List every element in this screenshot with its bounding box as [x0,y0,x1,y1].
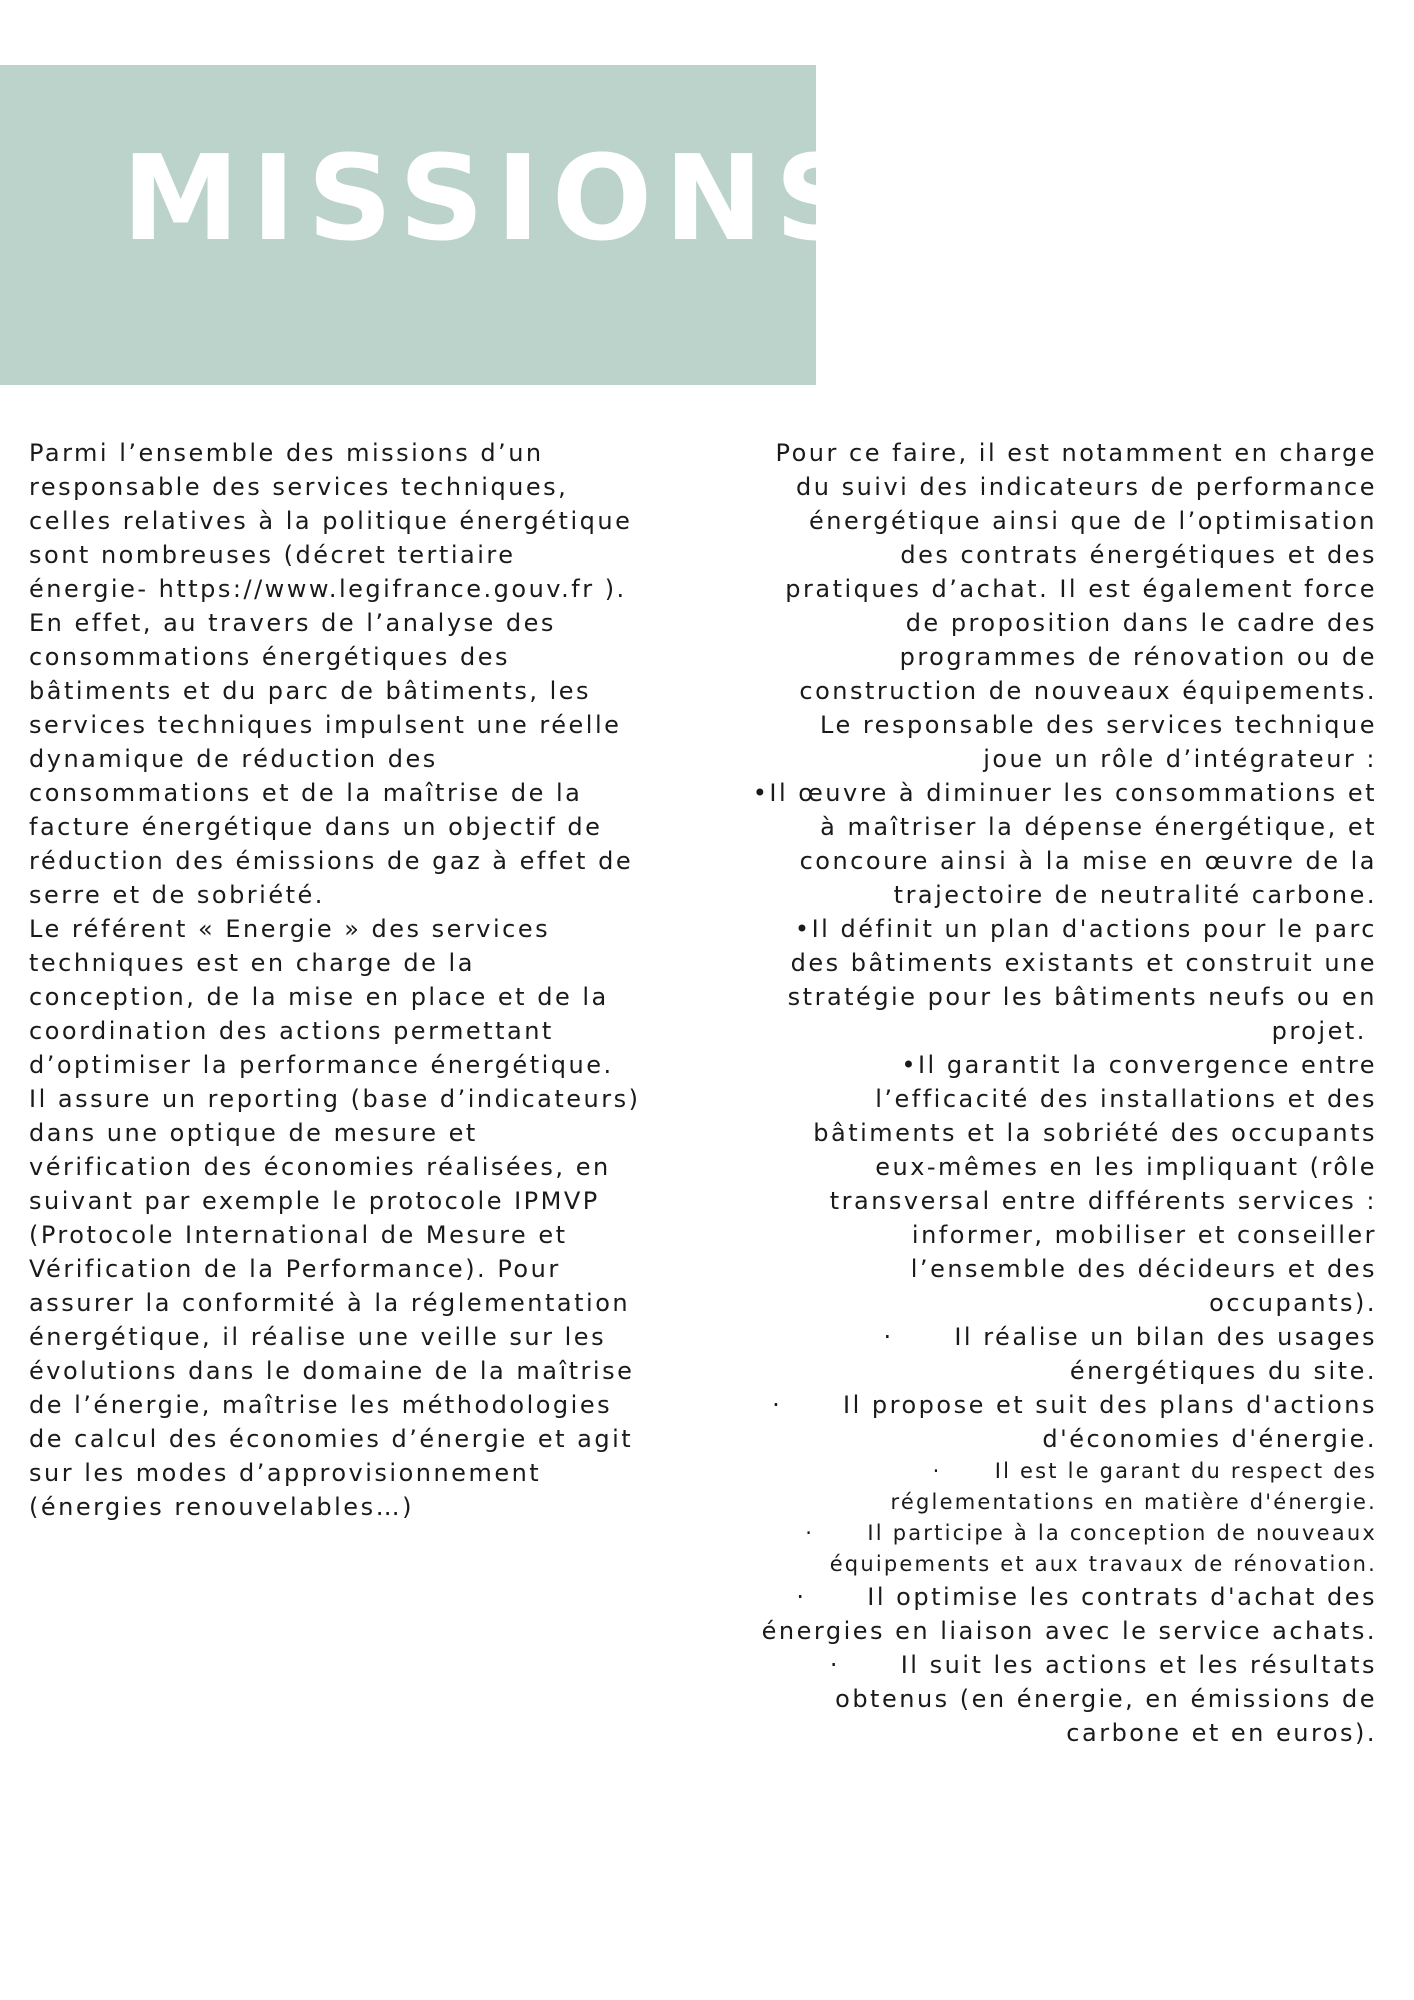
text-line: occupants). [1209,1289,1377,1317]
text-line: En effet, au travers de l’analyse des [29,609,556,637]
text-line: consommations et de la maîtrise de la [29,779,583,807]
text-line: programmes de rénovation ou de [899,643,1377,671]
text-line: coordination des actions permettant [29,1017,554,1045]
text-line: obtenus (en énergie, en émissions de [835,1685,1377,1713]
text-line: consommations énergétiques des [29,643,510,671]
text-line: énergétique, il réalise une veille sur les [29,1323,607,1351]
text-line: dynamique de réduction des [29,745,438,773]
text-line: bâtiments et la sobriété des occupants [813,1119,1377,1147]
text-line: (énergies renouvelables…) [29,1493,414,1521]
text-line: de proposition dans le cadre des [905,609,1377,637]
text-line: de l’énergie, maîtrise les méthodologies [29,1391,613,1419]
bullet-line: · Il suit les actions et les résultats [829,1651,1377,1679]
page-title: MISSIONS [122,129,872,267]
text-line: de calcul des économies d’énergie et agit [29,1425,634,1453]
text-line: Vérification de la Performance). Pour [29,1255,561,1283]
text-line: réglementations en matière d'énergie. [890,1490,1377,1514]
text-line: d’optimiser la performance énergétique. [29,1051,614,1079]
right-column [700,436,1377,1750]
text-line: l’ensemble des décideurs et des [910,1255,1377,1283]
text-line: à maîtriser la dépense énergétique, et [820,813,1377,841]
text-line: celles relatives à la politique énergétique [29,507,633,535]
bullet-line: · Il optimise les contrats d'achat des [796,1583,1377,1611]
bullet-line: •Il œuvre à diminuer les consommations et [752,779,1377,807]
text-line: l’efficacité des installations et des [875,1085,1377,1113]
text-line: informer, mobiliser et conseiller [911,1221,1377,1249]
text-line: énergies en liaison avec le service achats. [761,1617,1377,1645]
text-line: eux-mêmes en les impliquant (rôle [875,1153,1377,1181]
bullet-line: · Il participe à la conception de nouveaux [805,1521,1377,1545]
text-line: techniques est en charge de la [29,949,475,977]
text-line: joue un rôle d’intégrateur : [983,745,1377,773]
text-line: Il assure un reporting (base d’indicateurs) [29,1085,641,1113]
text-line: transversal entre différents services : [829,1187,1377,1215]
text-line: équipements et aux travaux de rénovation. [829,1552,1377,1576]
left-column [29,436,689,1524]
text-line: des bâtiments existants et construit une [790,949,1377,977]
text-line: Le référent « Energie » des services [29,915,551,943]
bullet-line: •Il garantit la convergence entre [901,1051,1377,1079]
bullet-line: · Il est le garant du respect des [932,1459,1377,1483]
text-line: projet. [1271,1017,1377,1045]
text-line: serre et de sobriété. [29,881,325,909]
text-line: construction de nouveaux équipements. [799,677,1377,705]
text-line: suivant par exemple le protocole IPMVP [29,1187,600,1215]
text-line: services techniques impulsent une réelle [29,711,622,739]
text-line-link[interactable]: énergie- https://www.legifrance.gouv.fr ). [29,575,627,603]
text-line: vérification des économies réalisées, en [29,1153,611,1181]
text-line: énergétiques du site. [1069,1357,1377,1385]
text-line: réduction des émissions de gaz à effet de [29,847,634,875]
text-line: énergétique ainsi que de l’optimisation [809,507,1377,535]
text-line: stratégie pour les bâtiments neufs ou en [787,983,1377,1011]
bullet-line: · Il propose et suit des plans d'actions [772,1391,1377,1419]
text-line: d'économies d'énergie. [1042,1425,1377,1453]
text-line: assurer la conformité à la réglementation [29,1289,631,1317]
text-line: responsable des services techniques, [29,473,569,501]
text-line: sont nombreuses (décret tertiaire [29,541,516,569]
text-line: (Protocole International de Mesure et [29,1221,568,1249]
text-line: évolutions dans le domaine de la maîtrise [29,1357,635,1385]
text-line: concoure ainsi à la mise en œuvre de la [799,847,1377,875]
text-line: sur les modes d’approvisionnement [29,1459,542,1487]
text-line: dans une optique de mesure et [29,1119,478,1147]
text-line: des contrats énergétiques et des [900,541,1377,569]
text-line: Parmi l’ensemble des missions d’un [29,439,544,467]
bullet-line: •Il définit un plan d'actions pour le parc [794,915,1377,943]
text-line: Pour ce faire, il est notamment en charge [775,439,1377,467]
text-line: bâtiments et du parc de bâtiments, les [29,677,592,705]
bullet-line: · Il réalise un bilan des usages [883,1323,1377,1351]
text-line: trajectoire de neutralité carbone. [893,881,1377,909]
text-line: pratiques d’achat. Il est également force [785,575,1377,603]
text-line: facture énergétique dans un objectif de [29,813,603,841]
text-line: conception, de la mise en place et de la [29,983,609,1011]
text-line: du suivi des indicateurs de performance [796,473,1377,501]
text-line: Le responsable des services technique [820,711,1377,739]
text-line: carbone et en euros). [1066,1719,1377,1747]
